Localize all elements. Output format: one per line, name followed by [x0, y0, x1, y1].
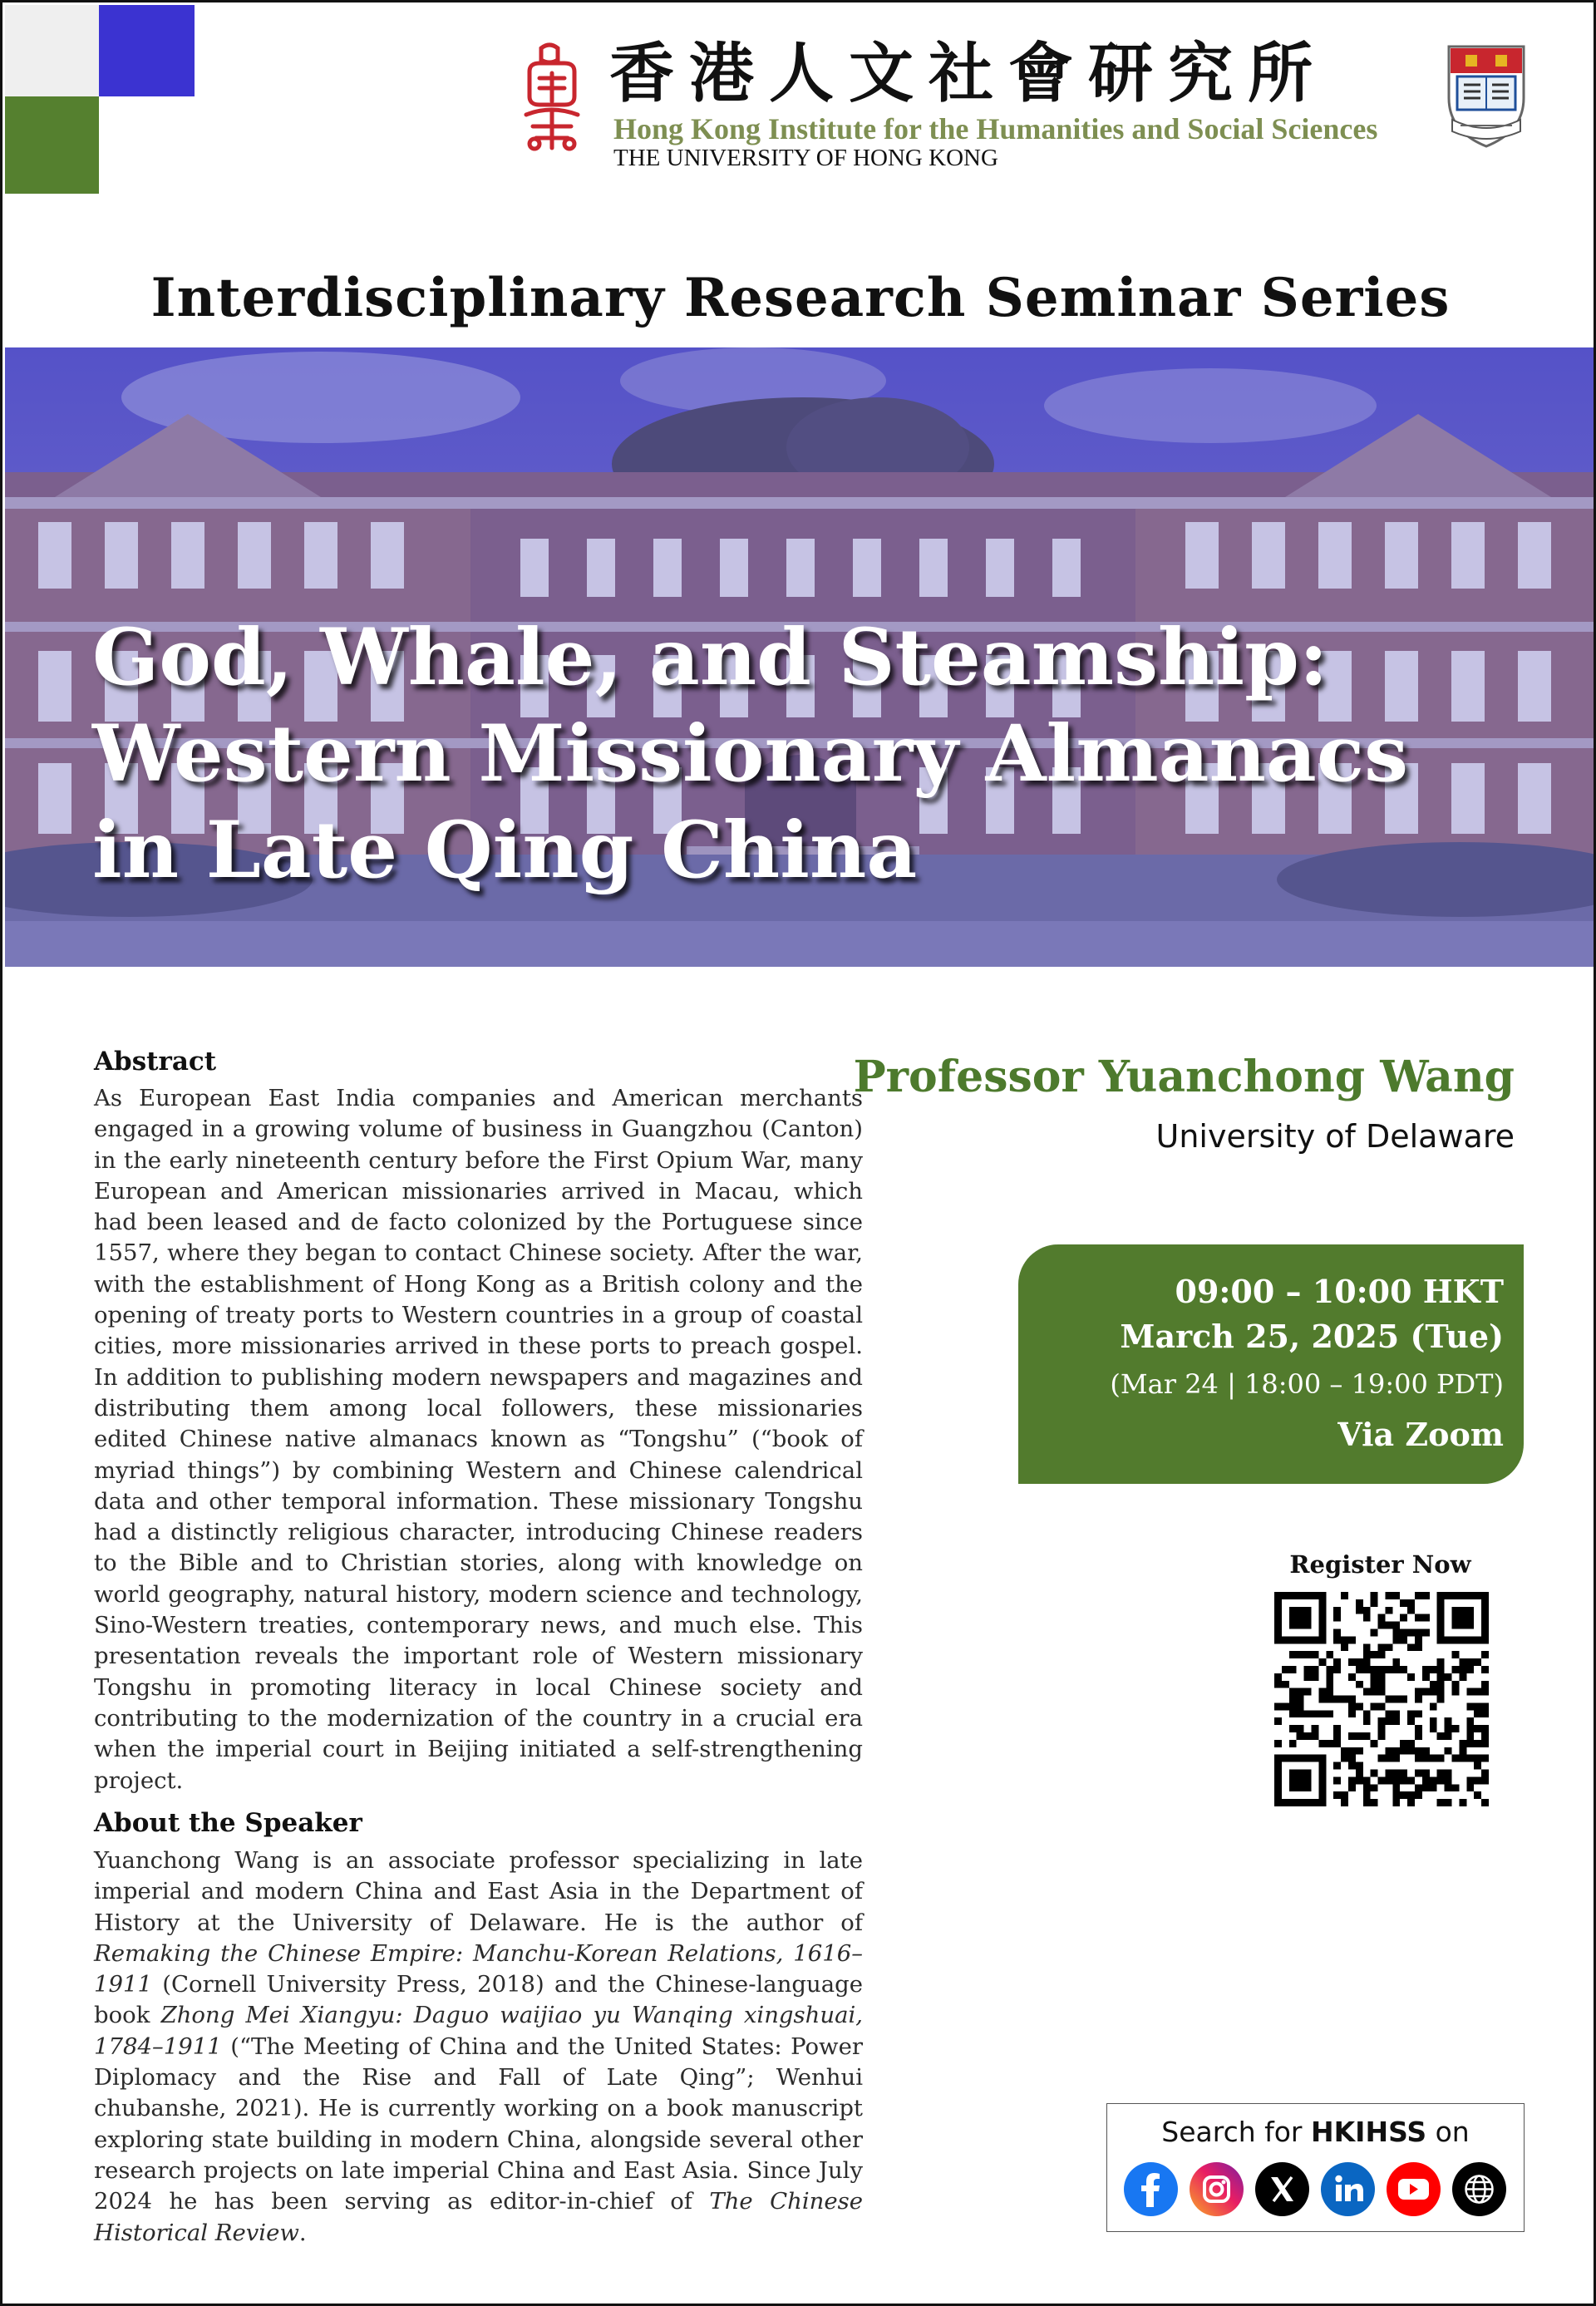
x-icon[interactable] — [1255, 2162, 1309, 2216]
series-title: Interdisciplinary Research Seminar Series — [150, 267, 1451, 329]
website-globe-icon[interactable] — [1452, 2162, 1506, 2216]
venue: Via Zoom — [1337, 1416, 1504, 1453]
register-label: Register Now — [1289, 1550, 1471, 1579]
corner-square-gray — [5, 5, 99, 99]
speaker-bio-text: (Cornell University Press, 2018) and the Chinese-language book — [94, 1971, 863, 2029]
speaker-bio-text: Yuanchong Wang is an associate professor specializing in late imperial and modern China and East Asia in the Department of History at the University of Delaware. He is the author of — [94, 1847, 863, 1936]
corner-square-blue — [99, 5, 195, 96]
facebook-icon[interactable] — [1124, 2162, 1178, 2216]
journal-title: The Chinese Historical Review — [94, 2188, 863, 2246]
registration-qr-code[interactable] — [1274, 1592, 1489, 1806]
linkedin-icon[interactable] — [1321, 2162, 1375, 2216]
social-suffix: on — [1426, 2116, 1470, 2148]
time-hkt: 09:00 – 10:00 HKT — [1175, 1273, 1504, 1310]
talk-title-line: in Late Qing China — [92, 805, 918, 896]
youtube-icon[interactable] — [1387, 2162, 1441, 2216]
speaker-bio-text: . — [298, 2219, 307, 2246]
about-speaker-text — [94, 1845, 863, 2249]
social-search-label — [1107, 2116, 1524, 2148]
schedule-box — [1018, 1244, 1524, 1484]
event-date: March 25, 2025 (Tue) — [1120, 1318, 1504, 1355]
social-media-box — [1106, 2103, 1525, 2232]
talk-title-line: Western Missionary Almanacs — [92, 708, 1408, 800]
talk-title — [92, 609, 1408, 899]
book-title: Remaking the Chinese Empire: Manchu-Korean Relations, 1616–1911 — [94, 1939, 863, 1998]
institute-seal-logo — [518, 40, 586, 152]
speaker-affiliation: University of Delaware — [1155, 1118, 1515, 1155]
social-icons-row — [1124, 2162, 1506, 2216]
social-handle: HKIHSS — [1310, 2116, 1427, 2148]
speaker-bio-text: (“The Meeting of China and the United States: Power Diplomacy and the Rise and Fall of Late Qing”; Wenhui chubanshe, 2021). He is currently working on a book manuscript exploring state building in modern China, alongside several other research projects on late imperial China and East Asia. Since July 2024 he has been serving as editor-in-chief of — [94, 2033, 863, 2215]
book-title: Zhong Mei Xiangyu: Daguo waijiao yu Wanqing xingshuai, 1784–1911 — [94, 2002, 863, 2060]
talk-title-line: God, Whale, and Steamship: — [92, 612, 1328, 703]
speaker-name: Professor Yuanchong Wang — [853, 1052, 1515, 1102]
corner-square-green — [5, 96, 99, 194]
hku-crest-logo — [1441, 40, 1532, 152]
social-prefix: Search for — [1161, 2116, 1311, 2148]
about-speaker-heading: About the Speaker — [94, 1808, 362, 1838]
abstract-text: As European East India companies and American merchants engaged in a growing volume of business in Guangzhou (Canton) in the early nineteenth century before the First Opium War, many European and American missionaries arrived in Macau, which had been leased and de facto colonized by the Portuguese since 1557, where they began to contact Chinese society. After the war, with the establishment of Hong Kong as a British colony and the opening of treaty ports to Western countries in a group of coastal cities, more missionaries arrived in these ports to preach gospel. In addition to publishing modern newspapers and magazines and distributing them among local followers, these missionaries edited Chinese native almanacs known as “Tongshu” (“book of myriad things”) by combining Western and Chinese calendrical data and other temporal information. These missionary Tongshu had a distinctly religious character, introducing Chinese readers to the Bible and to Christian stories, along with knowledge on world geography, natural history, modern science and technology, Sino-Western treaties, contemporary news, and much else. This presentation reveals the important role of Western missionary Tongshu in promoting literacy in local Chinese society and contributing to the modernization of the country in a crucial era when the imperial court in Beijing initiated a self-strengthening project. — [94, 1085, 863, 1794]
time-pdt: (Mar 24 | 18:00 – 19:00 PDT) — [1110, 1368, 1504, 1400]
university-name: THE UNIVERSITY OF HONG KONG — [613, 145, 998, 171]
instagram-icon[interactable] — [1190, 2162, 1244, 2216]
institute-chinese-name: 香港人文社會研究所 — [609, 36, 1328, 111]
abstract-heading: Abstract — [94, 1047, 217, 1077]
institute-english-name: Hong Kong Institute for the Humanities and Social Sciences — [613, 112, 1378, 145]
